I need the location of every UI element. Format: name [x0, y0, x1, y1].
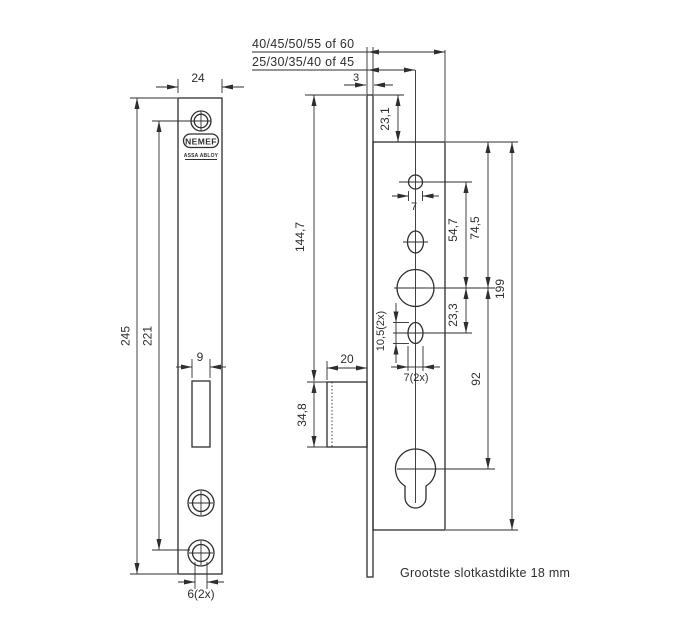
- dim-oval-slot-width-label: 7(2x): [403, 372, 429, 384]
- dim-screw-centers-label: 221: [140, 325, 155, 347]
- dim-latch-depth: [327, 352, 367, 380]
- dim-case-top-offset-label: 23,1: [378, 107, 392, 131]
- dim-screw-hole-diameter: [178, 562, 224, 601]
- footnote: Grootste slotkastdikte 18 mm: [400, 566, 571, 580]
- latch-slot-opening: [192, 381, 210, 447]
- dim-case-depth-options-label: 40/45/50/55 of 60: [252, 37, 355, 51]
- dim-spindle-to-cylinder-label: 92: [469, 372, 483, 386]
- dim-backset-options: [252, 55, 415, 70]
- top-screw-hole: [191, 111, 211, 131]
- dim-case-height-label: 199: [493, 278, 507, 300]
- dim-top-hole-to-spindle-label: 54,7: [446, 218, 460, 242]
- dim-case-top-to-spindle: [446, 142, 518, 288]
- brand-owner-text: ASSA ABLOY: [183, 153, 219, 159]
- side-view: [252, 37, 518, 577]
- dim-spindle-to-oval: [446, 288, 466, 333]
- dim-latch-depth-label: 20: [340, 352, 354, 366]
- dim-faceplate-top-to-latch-label: 144,7: [293, 221, 307, 253]
- nemef-logo: [184, 134, 219, 160]
- dim-screw-hole-diameter-label: 6(2x): [187, 587, 215, 601]
- dim-oval-slot-height-label: 10,5(2x): [375, 310, 387, 352]
- latch-bolt: [327, 382, 367, 447]
- dim-top-hole-diameter-label: 7: [410, 201, 418, 213]
- dim-screw-centers: [141, 121, 194, 550]
- dim-total-height-label: 245: [118, 325, 133, 347]
- dim-latch-slot-width-label: 9: [196, 350, 204, 364]
- dim-faceplate-width-label: 24: [191, 71, 205, 85]
- dim-faceplate-thickness: [344, 72, 393, 85]
- bottom-screw-hole: [188, 540, 214, 566]
- dim-latch-height: [295, 382, 327, 447]
- dim-faceplate-thickness-label: 3: [352, 72, 360, 84]
- dim-latch-slot-width: [176, 350, 226, 378]
- dim-latch-height-label: 34,8: [295, 403, 309, 427]
- dim-faceplate-top-to-latch: [293, 95, 366, 381]
- dim-backset-options-label: 25/30/35/40 of 45: [252, 55, 355, 69]
- dim-case-depth-options: [252, 37, 445, 142]
- dim-case-top-offset: [374, 95, 404, 142]
- dim-top-hole-to-spindle: [446, 182, 466, 288]
- dim-case-top-to-spindle-label: 74,5: [468, 216, 482, 240]
- dim-spindle-to-cylinder: [469, 288, 488, 469]
- brand-text: NEMEF: [185, 136, 217, 147]
- dim-faceplate-width: [156, 71, 244, 93]
- middle-screw-hole: [188, 490, 214, 516]
- faceplate-edge-outline: [367, 95, 373, 577]
- front-view: [119, 71, 245, 601]
- dim-case-height: [446, 142, 518, 530]
- dim-spindle-to-oval-label: 23,3: [446, 303, 460, 327]
